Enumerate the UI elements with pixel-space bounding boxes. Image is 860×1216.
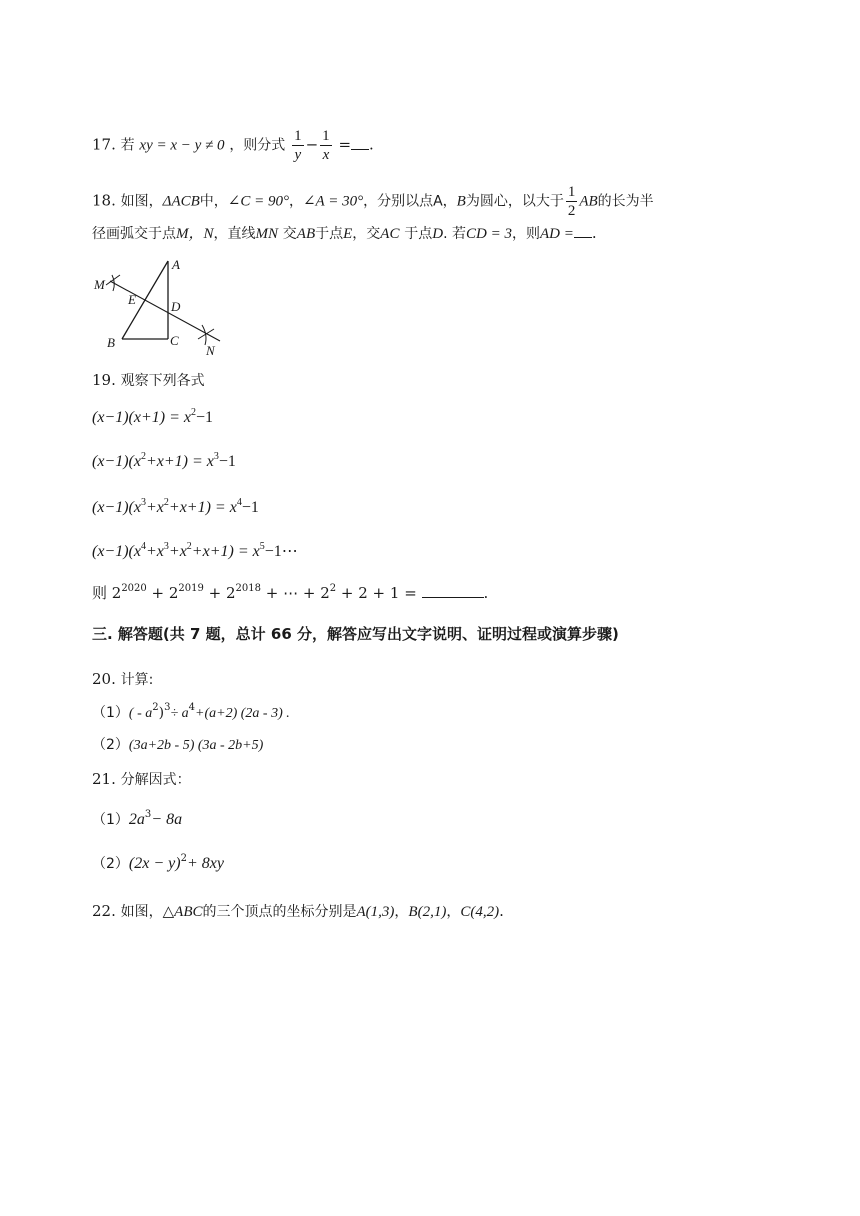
text: ，则 <box>511 226 540 242</box>
math: AC <box>380 226 400 242</box>
math: M，N <box>176 226 214 242</box>
math: ΔACB <box>162 193 200 210</box>
question-20-title <box>92 668 153 691</box>
text: . <box>369 135 374 154</box>
text: . 若 <box>443 226 466 242</box>
math: (x−1)(x <box>92 453 141 470</box>
part-label: （2） <box>92 856 129 872</box>
question-number: 22. <box>92 902 116 920</box>
exponent: 2 <box>329 583 337 594</box>
math: B <box>456 193 466 210</box>
math: + ⋯ + 2 <box>260 584 330 602</box>
numerator: 1 <box>322 128 330 144</box>
math: D <box>432 226 444 242</box>
label-c: C <box>170 333 179 348</box>
text: 为圆心，以大于 <box>465 193 564 210</box>
denominator: y <box>294 147 302 163</box>
math: AB <box>296 226 316 242</box>
equation-1 <box>92 407 213 429</box>
math: + 8xy <box>186 855 224 872</box>
math: − 8a <box>151 811 183 828</box>
exponent: 3 <box>213 451 219 462</box>
question-18-line-1 <box>92 183 654 220</box>
text: 分解因式： <box>120 772 191 788</box>
exponent: 4 <box>236 497 242 508</box>
math: +(a+2) (2a - 3) . <box>195 706 290 721</box>
question-21-title <box>92 768 191 791</box>
question-19-title <box>92 369 205 392</box>
exponent: 2019 <box>178 583 204 594</box>
exponent: 2 <box>140 451 146 462</box>
exponent: 3 <box>140 497 146 508</box>
text: 如图， <box>120 193 163 210</box>
math: +x+1) = x <box>168 499 237 516</box>
question-number: 17. <box>92 135 116 154</box>
math: −1 <box>218 453 236 470</box>
math: +x <box>145 543 164 560</box>
exponent: 4 <box>188 702 196 713</box>
answer-blank <box>351 135 369 150</box>
math: (x−1)(x <box>92 499 141 516</box>
math: −1 <box>241 499 259 516</box>
question-number: 20. <box>92 670 116 688</box>
question-19-final <box>92 582 488 604</box>
math: = x <box>169 409 192 426</box>
text: ，分别以点A， <box>363 193 457 210</box>
text: 的三个顶点的坐标分别是 <box>202 904 357 920</box>
math: + 2 <box>146 584 179 602</box>
part-label: （1） <box>92 812 129 828</box>
math: △ABC <box>162 904 203 920</box>
label-n: N <box>206 343 215 358</box>
exponent: 2 <box>163 497 169 508</box>
label-d: D <box>171 299 181 314</box>
math: AB <box>579 193 598 210</box>
text: 计算: <box>120 672 154 688</box>
text: ， <box>288 193 303 210</box>
text: 径画弧交于点 <box>92 226 176 242</box>
math: E <box>343 226 353 242</box>
question-18-line-2 <box>92 222 597 245</box>
fraction-1-over-x <box>320 127 332 164</box>
math: +x+1) = x <box>145 453 214 470</box>
question-20-part-1 <box>92 702 290 725</box>
math: + 2 <box>203 584 236 602</box>
math: CD = 3 <box>466 226 512 242</box>
triangle-figure <box>92 253 232 358</box>
text: 于点 <box>315 226 344 242</box>
text: 于点 <box>404 226 433 242</box>
text: 若 <box>120 137 135 154</box>
text: 的长为半 <box>597 193 654 210</box>
label-e: E <box>128 292 136 307</box>
equals-sign: = <box>338 135 352 154</box>
text: 如图， <box>120 904 163 920</box>
question-20-part-2 <box>92 734 263 757</box>
exponent: 2020 <box>121 583 147 594</box>
math: ∠A = 30° <box>302 193 364 210</box>
math: ∠C = 90° <box>227 193 289 210</box>
text: . <box>591 224 597 242</box>
exponent: 2018 <box>235 583 261 594</box>
denominator: x <box>322 147 330 163</box>
exponent: 3 <box>163 541 169 552</box>
fraction-1-over-y <box>292 127 304 164</box>
math: +x <box>145 499 164 516</box>
text: ，直线 <box>213 226 256 242</box>
exponent: 4 <box>140 541 146 552</box>
exponent: 2 <box>152 702 159 713</box>
math: + 2 + 1 = <box>336 584 417 602</box>
math: MN <box>255 226 279 242</box>
exponent: 5 <box>259 541 265 552</box>
text: ， <box>394 904 409 920</box>
denominator: 2 <box>567 203 576 219</box>
exponent: 2 <box>186 541 192 552</box>
math: +x+1) = x <box>191 543 260 560</box>
math: −1⋯ <box>264 543 298 560</box>
math: (x−1)(x+1) <box>92 409 166 426</box>
answer-blank <box>574 223 592 238</box>
math: (x−1)(x <box>92 543 141 560</box>
answer-blank <box>422 583 484 598</box>
text: 交 <box>282 226 297 242</box>
math: (2x − y) <box>128 855 181 872</box>
label-b: B <box>107 335 115 350</box>
math: −1 <box>196 409 214 426</box>
text: ， <box>446 904 461 920</box>
label-m: M <box>94 277 105 292</box>
equation-4 <box>92 541 298 563</box>
text: ，交 <box>352 226 381 242</box>
condition-formula: xy = x − y ≠ 0 <box>139 137 225 154</box>
math: A(1,3) <box>356 904 395 920</box>
math: +x <box>168 543 187 560</box>
math: ) <box>158 705 165 721</box>
math: ( - a <box>128 706 153 721</box>
text: . <box>499 902 504 920</box>
label-a: A <box>172 257 180 272</box>
question-number: 21. <box>92 770 116 788</box>
math: ÷ a <box>170 706 189 721</box>
numerator: 1 <box>567 184 576 200</box>
exponent: 3 <box>164 702 171 713</box>
exponent: 3 <box>144 809 152 820</box>
question-number: 18. <box>92 191 116 210</box>
question-21-part-2 <box>92 852 224 875</box>
text: ，则分式 <box>229 137 286 154</box>
exponent: 2 <box>191 407 197 418</box>
question-number: 19. <box>92 371 116 389</box>
section-heading: 三. 解答题(共 7 题，总计 66 分，解答应写出文字说明、证明过程或演算步骤) <box>92 625 619 643</box>
math: 则 2 <box>92 584 122 602</box>
equation-2 <box>92 451 236 473</box>
text: . <box>483 584 489 602</box>
question-22 <box>92 900 504 923</box>
question-21-part-1 <box>92 808 182 831</box>
equation-3 <box>92 497 259 519</box>
math: 2a <box>128 811 145 828</box>
math: B(2,1) <box>408 904 447 920</box>
part-label: （2） <box>92 737 129 753</box>
text: 观察下列各式 <box>120 373 205 389</box>
part-label: （1） <box>92 705 129 721</box>
math: (3a+2b - 5) (3a - 2b+5) <box>128 738 264 753</box>
exponent: 2 <box>180 853 187 864</box>
question-17: 17. 若 xy = x − y ≠ 0 ，则分式 $\frac{1}{y}$ − $\frac{1}{x}$ = . <box>92 128 374 163</box>
numerator: 1 <box>294 128 302 144</box>
text: 中， <box>199 193 228 210</box>
math: C(4,2) <box>460 904 500 920</box>
math: AD = <box>539 226 574 242</box>
fraction-one-half <box>566 183 578 220</box>
